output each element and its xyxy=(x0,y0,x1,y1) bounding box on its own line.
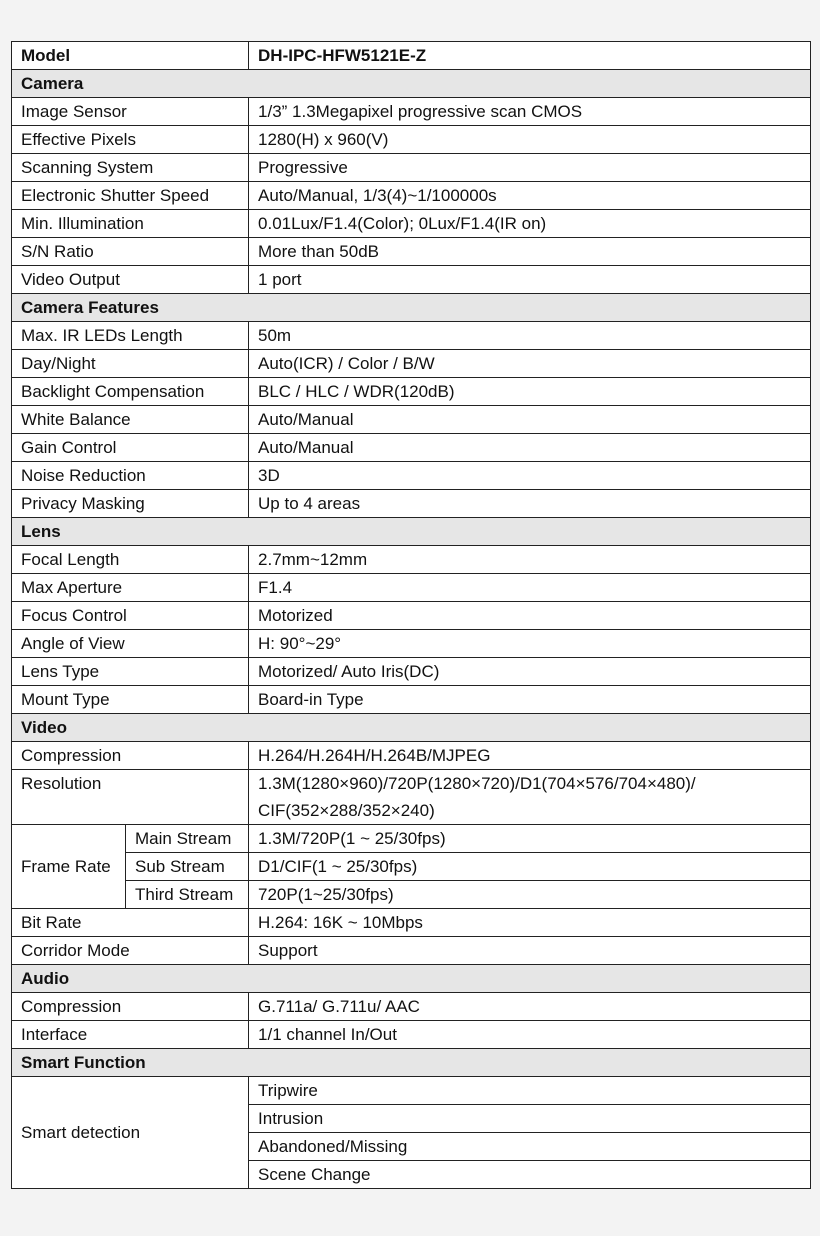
spec-value: H: 90°~29° xyxy=(249,630,811,658)
spec-value: Auto/Manual, 1/3(4)~1/100000s xyxy=(249,182,811,210)
section-title: Camera Features xyxy=(12,294,811,322)
table-row xyxy=(12,126,811,154)
spec-value: Tripwire xyxy=(249,1077,811,1105)
model-label: Model xyxy=(12,42,249,70)
spec-value: Motorized xyxy=(249,602,811,630)
table-row xyxy=(12,182,811,210)
spec-label: White Balance xyxy=(12,406,249,434)
section-camera-features xyxy=(12,294,811,322)
spec-label: Smart detection xyxy=(12,1077,249,1189)
spec-label: Min. Illumination xyxy=(12,210,249,238)
table-row xyxy=(12,490,811,518)
table-row xyxy=(12,909,811,937)
spec-label: Backlight Compensation xyxy=(12,378,249,406)
table-row xyxy=(12,266,811,294)
spec-value: 1.3M(1280×960)/720P(1280×720)/D1(704×576/704×480)/ xyxy=(249,770,811,798)
spec-label: Gain Control xyxy=(12,434,249,462)
section-video xyxy=(12,714,811,742)
section-title: Video xyxy=(12,714,811,742)
spec-value: 720P(1~25/30fps) xyxy=(249,881,811,909)
spec-label: Frame Rate xyxy=(12,825,126,909)
spec-label: S/N Ratio xyxy=(12,238,249,266)
spec-value: Scene Change xyxy=(249,1161,811,1189)
spec-label: Day/Night xyxy=(12,350,249,378)
table-row xyxy=(12,1077,811,1105)
section-smart-function xyxy=(12,1049,811,1077)
section-lens xyxy=(12,518,811,546)
spec-value: Support xyxy=(249,937,811,965)
table-row xyxy=(12,881,811,909)
table-row xyxy=(12,853,811,881)
spec-value: H.264: 16K ~ 10Mbps xyxy=(249,909,811,937)
spec-value: Auto/Manual xyxy=(249,434,811,462)
stream-label: Sub Stream xyxy=(126,853,249,881)
spec-value: 1 port xyxy=(249,266,811,294)
stream-label: Main Stream xyxy=(126,825,249,853)
spec-value: 1.3M/720P(1 ~ 25/30fps) xyxy=(249,825,811,853)
spec-label: Mount Type xyxy=(12,686,249,714)
table-row xyxy=(12,238,811,266)
spec-sheet xyxy=(11,41,810,1189)
table-row xyxy=(12,350,811,378)
spec-value: G.711a/ G.711u/ AAC xyxy=(249,993,811,1021)
table-row xyxy=(12,378,811,406)
spec-value: 2.7mm~12mm xyxy=(249,546,811,574)
spec-value: 1/1 channel In/Out xyxy=(249,1021,811,1049)
table-row xyxy=(12,1021,811,1049)
spec-value: Up to 4 areas xyxy=(249,490,811,518)
spec-label: Electronic Shutter Speed xyxy=(12,182,249,210)
spec-table xyxy=(11,41,811,1189)
spec-value: Auto/Manual xyxy=(249,406,811,434)
spec-value: 50m xyxy=(249,322,811,350)
spec-value: BLC / HLC / WDR(120dB) xyxy=(249,378,811,406)
section-audio xyxy=(12,965,811,993)
spec-label: Max Aperture xyxy=(12,574,249,602)
table-row xyxy=(12,770,811,798)
section-title: Audio xyxy=(12,965,811,993)
spec-label: Focal Length xyxy=(12,546,249,574)
spec-label: Video Output xyxy=(12,266,249,294)
table-row xyxy=(12,742,811,770)
table-row xyxy=(12,993,811,1021)
table-row xyxy=(12,154,811,182)
table-row xyxy=(12,462,811,490)
table-row xyxy=(12,210,811,238)
spec-label: Interface xyxy=(12,1021,249,1049)
table-row xyxy=(12,630,811,658)
spec-label: Max. IR LEDs Length xyxy=(12,322,249,350)
spec-value: 0.01Lux/F1.4(Color); 0Lux/F1.4(IR on) xyxy=(249,210,811,238)
spec-value: Abandoned/Missing xyxy=(249,1133,811,1161)
spec-value: Motorized/ Auto Iris(DC) xyxy=(249,658,811,686)
model-row xyxy=(12,42,811,70)
table-row xyxy=(12,406,811,434)
spec-label: Focus Control xyxy=(12,602,249,630)
spec-label: Lens Type xyxy=(12,658,249,686)
table-row xyxy=(12,546,811,574)
section-title: Smart Function xyxy=(12,1049,811,1077)
spec-label: Noise Reduction xyxy=(12,462,249,490)
spec-value: CIF(352×288/352×240) xyxy=(249,797,811,825)
table-row xyxy=(12,937,811,965)
spec-label: Scanning System xyxy=(12,154,249,182)
spec-value: 1280(H) x 960(V) xyxy=(249,126,811,154)
table-row xyxy=(12,322,811,350)
spec-value: H.264/H.264H/H.264B/MJPEG xyxy=(249,742,811,770)
spec-value: Intrusion xyxy=(249,1105,811,1133)
spec-label: Bit Rate xyxy=(12,909,249,937)
spec-value: 3D xyxy=(249,462,811,490)
spec-label: Compression xyxy=(12,742,249,770)
spec-value: Board-in Type xyxy=(249,686,811,714)
spec-label: Compression xyxy=(12,993,249,1021)
table-row xyxy=(12,658,811,686)
table-row xyxy=(12,686,811,714)
spec-label: Privacy Masking xyxy=(12,490,249,518)
section-title: Camera xyxy=(12,70,811,98)
spec-value: Progressive xyxy=(249,154,811,182)
spec-label: Corridor Mode xyxy=(12,937,249,965)
spec-label: Effective Pixels xyxy=(12,126,249,154)
table-row xyxy=(12,602,811,630)
stream-label: Third Stream xyxy=(126,881,249,909)
spec-value: F1.4 xyxy=(249,574,811,602)
spec-value: 1/3” 1.3Megapixel progressive scan CMOS xyxy=(249,98,811,126)
model-value: DH-IPC-HFW5121E-Z xyxy=(249,42,811,70)
spec-value: More than 50dB xyxy=(249,238,811,266)
table-row xyxy=(12,434,811,462)
table-row xyxy=(12,825,811,853)
section-camera xyxy=(12,70,811,98)
spec-value: D1/CIF(1 ~ 25/30fps) xyxy=(249,853,811,881)
spec-label: Resolution xyxy=(12,770,249,825)
table-row xyxy=(12,98,811,126)
spec-label: Image Sensor xyxy=(12,98,249,126)
section-title: Lens xyxy=(12,518,811,546)
spec-label: Angle of View xyxy=(12,630,249,658)
table-row xyxy=(12,574,811,602)
spec-value: Auto(ICR) / Color / B/W xyxy=(249,350,811,378)
